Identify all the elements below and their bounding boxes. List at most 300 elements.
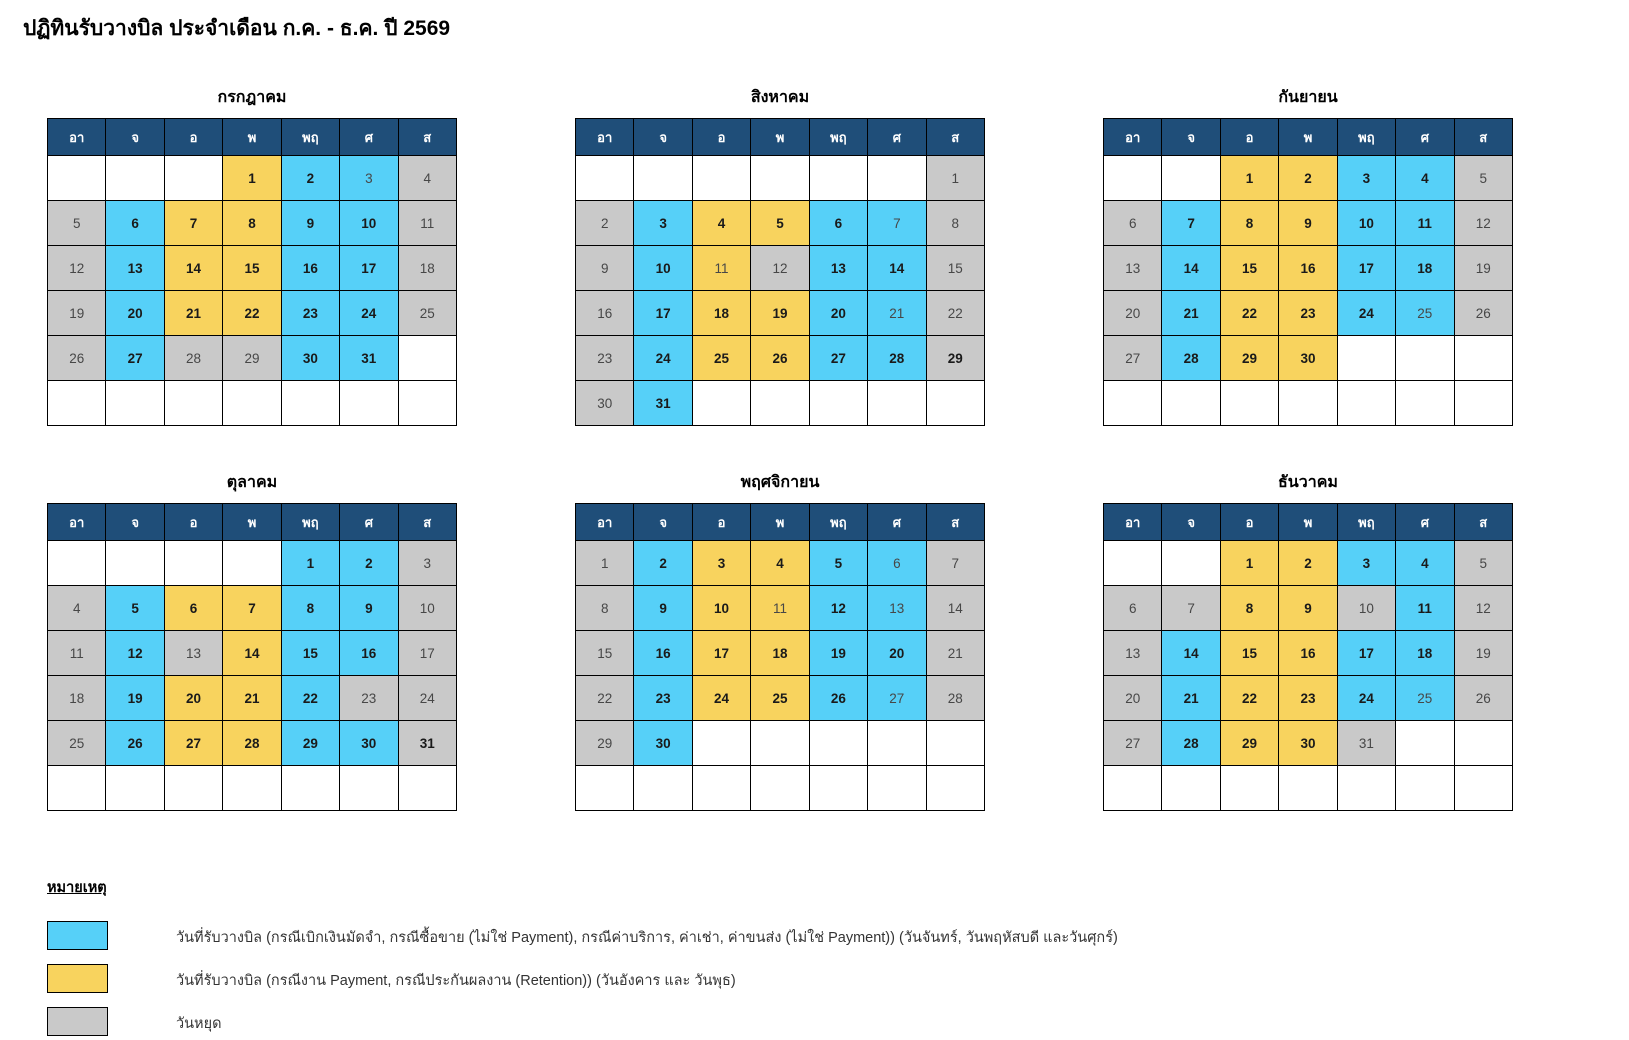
weekday-header: ศ <box>868 504 926 541</box>
day-cell: 1 <box>576 541 634 586</box>
empty-cell <box>1454 336 1512 381</box>
day-cell: 29 <box>1220 721 1278 766</box>
day-cell: 29 <box>223 336 281 381</box>
day-cell: 17 <box>692 631 750 676</box>
day-cell: 12 <box>809 586 867 631</box>
weekday-header: ส <box>926 504 984 541</box>
day-cell: 15 <box>223 246 281 291</box>
empty-cell <box>809 381 867 426</box>
weekday-header: ศ <box>340 119 398 156</box>
weekday-header: ส <box>398 119 456 156</box>
day-cell: 16 <box>340 631 398 676</box>
day-cell: 22 <box>926 291 984 336</box>
day-cell: 8 <box>281 586 339 631</box>
day-cell: 6 <box>106 201 164 246</box>
day-cell: 27 <box>868 676 926 721</box>
day-cell: 10 <box>1337 586 1395 631</box>
day-cell: 31 <box>340 336 398 381</box>
empty-cell <box>1104 541 1162 586</box>
day-cell: 7 <box>1162 201 1220 246</box>
month-title: ตุลาคม <box>226 474 278 491</box>
day-cell: 20 <box>809 291 867 336</box>
weekday-header: ศ <box>340 504 398 541</box>
weekday-header: อา <box>576 504 634 541</box>
empty-cell <box>1396 336 1454 381</box>
day-cell: 6 <box>809 201 867 246</box>
empty-cell <box>106 766 164 811</box>
day-cell: 22 <box>576 676 634 721</box>
day-cell: 5 <box>1454 541 1512 586</box>
legend-swatch-gray <box>47 1007 108 1036</box>
empty-cell <box>692 721 750 766</box>
legend-swatch-blue <box>47 921 108 950</box>
day-cell: 25 <box>48 721 106 766</box>
day-cell: 7 <box>1162 586 1220 631</box>
empty-cell <box>1454 381 1512 426</box>
day-cell: 22 <box>1220 676 1278 721</box>
day-cell: 14 <box>1162 246 1220 291</box>
day-cell: 25 <box>1396 676 1454 721</box>
day-cell: 7 <box>926 541 984 586</box>
empty-cell <box>223 381 281 426</box>
day-cell: 14 <box>164 246 222 291</box>
weekday-header: ส <box>1454 504 1512 541</box>
day-cell: 17 <box>340 246 398 291</box>
day-cell: 14 <box>1162 631 1220 676</box>
day-cell: 3 <box>1337 541 1395 586</box>
day-cell: 6 <box>164 586 222 631</box>
empty-cell <box>281 381 339 426</box>
day-cell: 9 <box>340 586 398 631</box>
day-cell: 30 <box>340 721 398 766</box>
month-calendar-december <box>1103 470 1513 811</box>
day-cell: 21 <box>164 291 222 336</box>
day-cell: 11 <box>48 631 106 676</box>
day-cell: 3 <box>634 201 692 246</box>
day-cell: 14 <box>223 631 281 676</box>
empty-cell <box>1337 336 1395 381</box>
day-cell: 20 <box>1104 291 1162 336</box>
weekday-header: อ <box>1220 504 1278 541</box>
day-cell: 11 <box>398 201 456 246</box>
day-cell: 23 <box>576 336 634 381</box>
weekday-header: พ <box>223 504 281 541</box>
day-cell: 13 <box>1104 631 1162 676</box>
empty-cell <box>164 766 222 811</box>
empty-cell <box>1396 766 1454 811</box>
empty-cell <box>164 156 222 201</box>
weekday-header: อ <box>692 504 750 541</box>
day-cell: 26 <box>809 676 867 721</box>
empty-cell <box>106 381 164 426</box>
legend-item-text-yellow: วันที่รับวางบิล (กรณีงาน Payment, กรณีประกันผลงาน (Retention)) (วันอังคาร และ วันพุธ) <box>176 973 736 989</box>
day-cell: 21 <box>1162 676 1220 721</box>
day-cell: 2 <box>634 541 692 586</box>
day-cell: 22 <box>1220 291 1278 336</box>
day-cell: 10 <box>398 586 456 631</box>
empty-cell <box>1104 156 1162 201</box>
empty-cell <box>751 721 809 766</box>
empty-cell <box>751 381 809 426</box>
day-cell: 8 <box>926 201 984 246</box>
empty-cell <box>692 156 750 201</box>
day-cell: 13 <box>868 586 926 631</box>
empty-cell <box>340 381 398 426</box>
day-cell: 7 <box>868 201 926 246</box>
empty-cell <box>1279 766 1337 811</box>
legend-item-text-gray: วันหยุด <box>176 1016 222 1032</box>
weekday-header: พฤ <box>809 504 867 541</box>
month-calendar-september <box>1103 85 1513 426</box>
calendar-grid <box>1103 503 1513 811</box>
day-cell: 15 <box>281 631 339 676</box>
day-cell: 19 <box>809 631 867 676</box>
day-cell: 18 <box>398 246 456 291</box>
day-cell: 1 <box>281 541 339 586</box>
weekday-header: จ <box>1162 119 1220 156</box>
empty-cell <box>576 156 634 201</box>
empty-cell <box>809 156 867 201</box>
day-cell: 23 <box>281 291 339 336</box>
empty-cell <box>223 541 281 586</box>
day-cell: 2 <box>1279 156 1337 201</box>
empty-cell <box>106 156 164 201</box>
empty-cell <box>692 766 750 811</box>
day-cell: 8 <box>1220 586 1278 631</box>
day-cell: 13 <box>106 246 164 291</box>
day-cell: 27 <box>1104 336 1162 381</box>
day-cell: 1 <box>1220 541 1278 586</box>
empty-cell <box>398 336 456 381</box>
day-cell: 6 <box>868 541 926 586</box>
day-cell: 20 <box>106 291 164 336</box>
day-cell: 25 <box>751 676 809 721</box>
empty-cell <box>1162 766 1220 811</box>
empty-cell <box>868 156 926 201</box>
empty-cell <box>576 766 634 811</box>
day-cell: 24 <box>1337 291 1395 336</box>
day-cell: 5 <box>751 201 809 246</box>
empty-cell <box>634 766 692 811</box>
day-cell: 19 <box>1454 631 1512 676</box>
empty-cell <box>1454 766 1512 811</box>
day-cell: 5 <box>1454 156 1512 201</box>
weekday-header: พฤ <box>809 119 867 156</box>
day-cell: 5 <box>809 541 867 586</box>
day-cell: 19 <box>1454 246 1512 291</box>
day-cell: 8 <box>1220 201 1278 246</box>
day-cell: 17 <box>634 291 692 336</box>
day-cell: 4 <box>1396 156 1454 201</box>
day-cell: 1 <box>223 156 281 201</box>
day-cell: 11 <box>751 586 809 631</box>
day-cell: 20 <box>868 631 926 676</box>
day-cell: 29 <box>926 336 984 381</box>
calendar-grid <box>575 503 985 811</box>
empty-cell <box>751 156 809 201</box>
weekday-header: พ <box>751 119 809 156</box>
legend-item-text-blue: วันที่รับวางบิล (กรณีเบิกเงินมัดจำ, กรณีซื้อขาย (ไม่ใช่ Payment), กรณีค่าบริการ, ค่าเช่า, ค่าขนส่ง (ไม่ใช่ Payment)) (วันจันทร์, วันพฤหัสบดี และวันศุกร์) <box>176 930 1118 946</box>
day-cell: 16 <box>576 291 634 336</box>
weekday-header: อา <box>48 504 106 541</box>
empty-cell <box>48 381 106 426</box>
empty-cell <box>1104 766 1162 811</box>
day-cell: 26 <box>1454 676 1512 721</box>
day-cell: 11 <box>1396 201 1454 246</box>
month-title: กรกฎาคม <box>217 89 287 106</box>
day-cell: 30 <box>281 336 339 381</box>
empty-cell <box>926 766 984 811</box>
weekday-header: จ <box>1162 504 1220 541</box>
day-cell: 11 <box>692 246 750 291</box>
empty-cell <box>1396 381 1454 426</box>
calendar-grid <box>575 118 985 426</box>
day-cell: 26 <box>106 721 164 766</box>
empty-cell <box>1337 381 1395 426</box>
weekday-header: พ <box>1279 504 1337 541</box>
empty-cell <box>1220 381 1278 426</box>
day-cell: 3 <box>692 541 750 586</box>
month-calendar-november <box>575 470 985 811</box>
day-cell: 29 <box>1220 336 1278 381</box>
weekday-header: จ <box>634 119 692 156</box>
weekday-header: พ <box>1279 119 1337 156</box>
day-cell: 12 <box>48 246 106 291</box>
empty-cell <box>751 766 809 811</box>
empty-cell <box>926 381 984 426</box>
day-cell: 12 <box>1454 201 1512 246</box>
empty-cell <box>868 721 926 766</box>
day-cell: 1 <box>1220 156 1278 201</box>
day-cell: 26 <box>48 336 106 381</box>
empty-cell <box>634 156 692 201</box>
empty-cell <box>340 766 398 811</box>
day-cell: 30 <box>1279 721 1337 766</box>
empty-cell <box>926 721 984 766</box>
month-calendar-august <box>575 85 985 426</box>
day-cell: 24 <box>340 291 398 336</box>
day-cell: 25 <box>692 336 750 381</box>
day-cell: 21 <box>926 631 984 676</box>
empty-cell <box>1396 721 1454 766</box>
day-cell: 27 <box>106 336 164 381</box>
day-cell: 28 <box>223 721 281 766</box>
empty-cell <box>868 766 926 811</box>
day-cell: 26 <box>751 336 809 381</box>
day-cell: 6 <box>1104 586 1162 631</box>
day-cell: 2 <box>281 156 339 201</box>
day-cell: 19 <box>48 291 106 336</box>
day-cell: 5 <box>48 201 106 246</box>
empty-cell <box>692 381 750 426</box>
day-cell: 22 <box>223 291 281 336</box>
weekday-header: ศ <box>868 119 926 156</box>
day-cell: 10 <box>634 246 692 291</box>
empty-cell <box>809 721 867 766</box>
empty-cell <box>868 381 926 426</box>
empty-cell <box>164 541 222 586</box>
day-cell: 20 <box>164 676 222 721</box>
day-cell: 5 <box>106 586 164 631</box>
day-cell: 28 <box>1162 336 1220 381</box>
day-cell: 8 <box>223 201 281 246</box>
day-cell: 16 <box>281 246 339 291</box>
day-cell: 4 <box>1396 541 1454 586</box>
empty-cell <box>1337 766 1395 811</box>
day-cell: 31 <box>634 381 692 426</box>
day-cell: 2 <box>1279 541 1337 586</box>
day-cell: 23 <box>1279 676 1337 721</box>
day-cell: 14 <box>926 586 984 631</box>
day-cell: 18 <box>1396 631 1454 676</box>
day-cell: 4 <box>751 541 809 586</box>
day-cell: 18 <box>692 291 750 336</box>
empty-cell <box>48 766 106 811</box>
empty-cell <box>398 381 456 426</box>
day-cell: 28 <box>926 676 984 721</box>
weekday-header: พฤ <box>1337 119 1395 156</box>
day-cell: 9 <box>1279 586 1337 631</box>
weekday-header: อ <box>164 119 222 156</box>
month-title: กันยายน <box>1278 89 1338 106</box>
day-cell: 15 <box>1220 631 1278 676</box>
empty-cell <box>1162 156 1220 201</box>
month-title: ธันวาคม <box>1278 474 1338 491</box>
day-cell: 28 <box>164 336 222 381</box>
empty-cell <box>48 541 106 586</box>
day-cell: 3 <box>398 541 456 586</box>
day-cell: 25 <box>398 291 456 336</box>
month-title: สิงหาคม <box>750 89 810 106</box>
weekday-header: อ <box>692 119 750 156</box>
day-cell: 18 <box>751 631 809 676</box>
day-cell: 28 <box>868 336 926 381</box>
day-cell: 23 <box>634 676 692 721</box>
weekday-header: ส <box>398 504 456 541</box>
day-cell: 3 <box>340 156 398 201</box>
day-cell: 30 <box>634 721 692 766</box>
day-cell: 1 <box>926 156 984 201</box>
day-cell: 12 <box>751 246 809 291</box>
weekday-header: ศ <box>1396 504 1454 541</box>
month-calendar-october <box>47 470 457 811</box>
empty-cell <box>106 541 164 586</box>
day-cell: 11 <box>1396 586 1454 631</box>
calendar-grid <box>47 118 457 426</box>
empty-cell <box>1220 766 1278 811</box>
empty-cell <box>1162 381 1220 426</box>
day-cell: 24 <box>398 676 456 721</box>
empty-cell <box>1454 721 1512 766</box>
day-cell: 16 <box>634 631 692 676</box>
day-cell: 23 <box>340 676 398 721</box>
empty-cell <box>164 381 222 426</box>
weekday-header: พฤ <box>281 504 339 541</box>
day-cell: 21 <box>868 291 926 336</box>
day-cell: 21 <box>1162 291 1220 336</box>
empty-cell <box>1279 381 1337 426</box>
weekday-header: พ <box>751 504 809 541</box>
weekday-header: จ <box>634 504 692 541</box>
day-cell: 17 <box>1337 246 1395 291</box>
day-cell: 9 <box>576 246 634 291</box>
weekday-header: อา <box>576 119 634 156</box>
day-cell: 7 <box>223 586 281 631</box>
day-cell: 7 <box>164 201 222 246</box>
day-cell: 14 <box>868 246 926 291</box>
day-cell: 26 <box>1454 291 1512 336</box>
legend-swatch-yellow <box>47 964 108 993</box>
day-cell: 30 <box>576 381 634 426</box>
day-cell: 27 <box>809 336 867 381</box>
day-cell: 19 <box>751 291 809 336</box>
day-cell: 21 <box>223 676 281 721</box>
day-cell: 12 <box>106 631 164 676</box>
day-cell: 13 <box>164 631 222 676</box>
weekday-header: ส <box>926 119 984 156</box>
day-cell: 24 <box>634 336 692 381</box>
day-cell: 15 <box>1220 246 1278 291</box>
weekday-header: อา <box>1104 504 1162 541</box>
weekday-header: พฤ <box>1337 504 1395 541</box>
page-title: ปฏิทินรับวางบิล ประจำเดือน ก.ค. - ธ.ค. ปี 2569 <box>23 17 451 40</box>
day-cell: 4 <box>398 156 456 201</box>
day-cell: 28 <box>1162 721 1220 766</box>
day-cell: 2 <box>340 541 398 586</box>
empty-cell <box>398 766 456 811</box>
weekday-header: ส <box>1454 119 1512 156</box>
day-cell: 19 <box>106 676 164 721</box>
weekday-header: จ <box>106 504 164 541</box>
day-cell: 13 <box>1104 246 1162 291</box>
day-cell: 18 <box>1396 246 1454 291</box>
weekday-header: ศ <box>1396 119 1454 156</box>
calendar-grid <box>1103 118 1513 426</box>
day-cell: 30 <box>1279 336 1337 381</box>
day-cell: 10 <box>1337 201 1395 246</box>
day-cell: 29 <box>576 721 634 766</box>
day-cell: 25 <box>1396 291 1454 336</box>
day-cell: 29 <box>281 721 339 766</box>
day-cell: 27 <box>164 721 222 766</box>
day-cell: 15 <box>926 246 984 291</box>
day-cell: 2 <box>576 201 634 246</box>
empty-cell <box>223 766 281 811</box>
day-cell: 23 <box>1279 291 1337 336</box>
day-cell: 24 <box>1337 676 1395 721</box>
day-cell: 8 <box>576 586 634 631</box>
day-cell: 31 <box>1337 721 1395 766</box>
day-cell: 27 <box>1104 721 1162 766</box>
weekday-header: พฤ <box>281 119 339 156</box>
weekday-header: อา <box>48 119 106 156</box>
day-cell: 22 <box>281 676 339 721</box>
month-calendar-july <box>47 85 457 426</box>
weekday-header: อ <box>1220 119 1278 156</box>
day-cell: 24 <box>692 676 750 721</box>
day-cell: 16 <box>1279 631 1337 676</box>
weekday-header: อา <box>1104 119 1162 156</box>
month-title: พฤศจิกายน <box>740 474 820 491</box>
legend-heading: หมายเหตุ <box>47 880 107 896</box>
empty-cell <box>809 766 867 811</box>
weekday-header: อ <box>164 504 222 541</box>
day-cell: 9 <box>1279 201 1337 246</box>
day-cell: 20 <box>1104 676 1162 721</box>
weekday-header: พ <box>223 119 281 156</box>
day-cell: 3 <box>1337 156 1395 201</box>
day-cell: 15 <box>576 631 634 676</box>
